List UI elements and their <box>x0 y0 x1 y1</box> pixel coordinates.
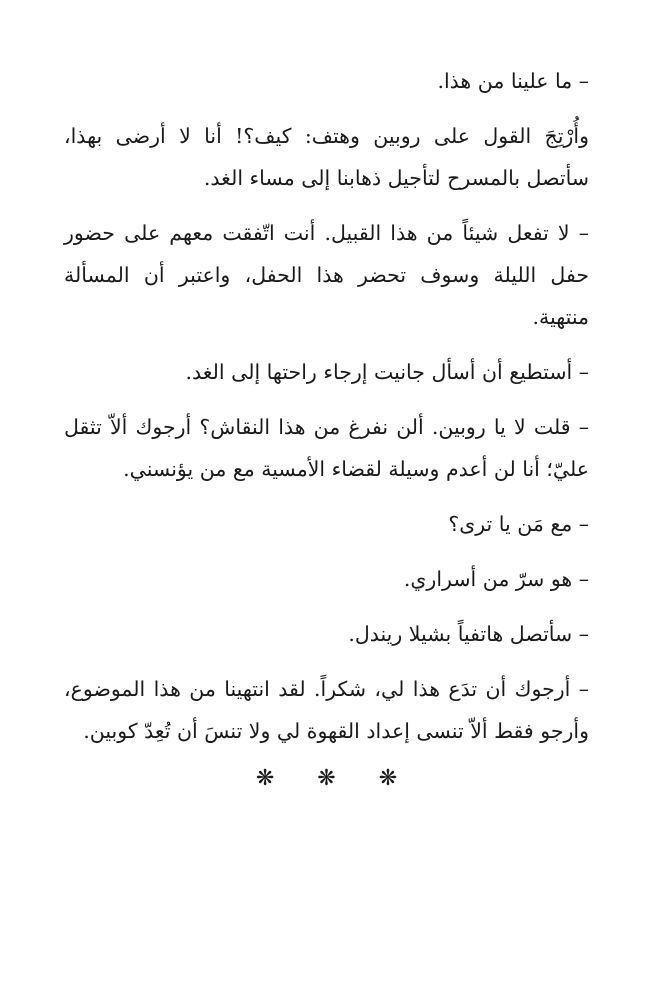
paragraph-6: – مع مَن يا ترى؟ <box>448 512 589 536</box>
paragraph-9: – أرجوك أن تدَع هذا لي، شكراً. لقد انتهينا من هذا الموضوع، وأرجو فقط ألاّ تنسى إعداد القهوة لي ولا تنسَ أن تُعِدّ كوبين. <box>64 677 589 743</box>
section-separator: ❋ ❋ ❋ <box>255 766 416 791</box>
paragraph-5: – قلت لا يا روبين. ألن نفرغ من هذا النقاش؟ أرجوك ألاّ تثقل عليّ؛ أنا لن أعدم وسيلة لقضاء الأمسية مع من يؤنسني. <box>64 415 589 481</box>
paragraph-8: – سأتصل هاتفياً بشيلا ريندل. <box>348 622 589 646</box>
paragraph-7: – هو سرّ من أسراري. <box>403 567 589 591</box>
paragraph-4: – أستطيع أن أسأل جانيت إرجاء راحتها إلى الغد. <box>185 360 589 384</box>
paragraph-2: وأُرْتِجَ القول على روبين وهتف: كيف؟! أنا لا أرضى بهذا، سأتصل بالمسرح لتأجيل ذهابنا إلى مساء الغد. <box>64 124 589 190</box>
paragraph-1: – ما علينا من هذا. <box>437 69 589 93</box>
paragraph-3: – لا تفعل شيئاً من هذا القبيل. أنت اتّفقت معهم على حضور حفل الليلة وسوف تحضر هذا الحفل، واعتبر أن المسألة منتهية. <box>64 221 589 329</box>
page-body <box>64 60 589 791</box>
